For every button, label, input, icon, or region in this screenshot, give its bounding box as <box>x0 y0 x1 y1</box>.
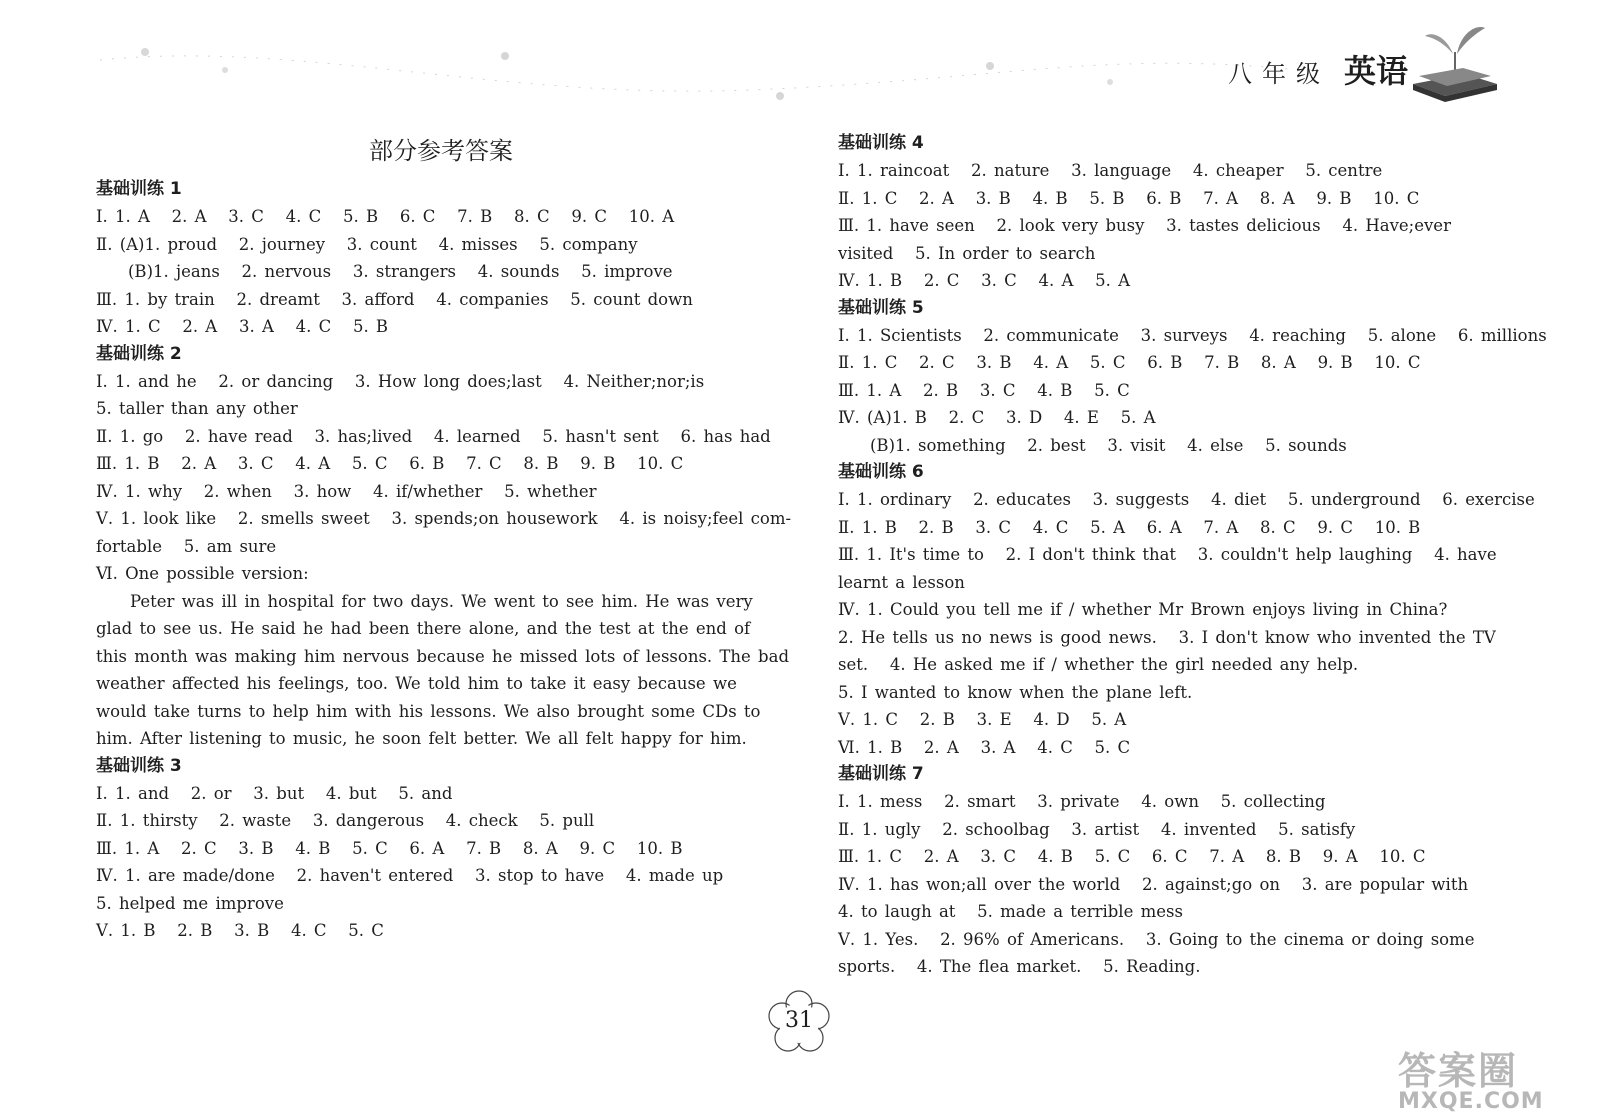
answer-line: Ⅲ. 1. by train 2. dreamt 3. afford 4. companies 5. count down <box>96 289 693 309</box>
essay-line: would take turns to help him with his lessons. We also brought some CDs to <box>96 701 761 721</box>
answer-line: Ⅲ. 1. have seen 2. look very busy 3. tastes delicious 4. Have;ever <box>838 216 1451 235</box>
answer-line: (B)1. something 2. best 3. visit 4. else 5. sounds <box>870 435 1347 455</box>
answer-line: 4. to laugh at 5. made a terrible mess <box>838 902 1183 921</box>
answer-line: Ⅱ. 1. go 2. have read 3. has;lived 4. learned 5. hasn't sent 6. has had <box>96 426 771 446</box>
answer-line: Ⅰ. 1. and he 2. or dancing 3. How long does;last 4. Neither;nor;is <box>96 371 705 391</box>
answer-line: Ⅴ. 1. look like 2. smells sweet 3. spends;on housework 4. is noisy;feel com- <box>96 509 792 528</box>
header-brand <box>1228 46 1408 92</box>
right-column <box>838 130 1547 981</box>
section-title: 基础训练 4 <box>838 133 924 153</box>
answer-line: Ⅱ. (A)1. proud 2. journey 3. count 4. misses 5. company <box>96 234 638 254</box>
section-title: 基础训练 2 <box>96 343 182 364</box>
section-title: 基础训练 7 <box>838 764 924 784</box>
page-title: 部分参考答案 <box>369 137 513 165</box>
answer-line: visited 5. In order to search <box>838 243 1096 263</box>
answer-line: Ⅳ. (A)1. B 2. C 3. D 4. E 5. A <box>838 408 1156 427</box>
essay-line: this month was making him nervous because he missed lots of lessons. The bad <box>96 646 790 666</box>
answer-line: set. 4. He asked me if / whether the girl needed any help. <box>838 655 1359 674</box>
answer-line: Ⅱ. 1. thirsty 2. waste 3. dangerous 4. check 5. pull <box>96 811 595 830</box>
answer-line: Ⅴ. 1. Yes. 2. 96% of Americans. 3. Going to the cinema or doing some <box>838 929 1475 949</box>
essay-line: him. After listening to music, he soon felt better. We all felt happy for him. <box>96 729 747 748</box>
answer-line: learnt a lesson <box>838 572 965 592</box>
answer-line: Ⅳ. 1. why 2. when 3. how 4. if/whether 5. whether <box>96 481 597 501</box>
essay-line: Peter was ill in hospital for two days. We went to see him. He was very <box>130 591 753 611</box>
essay-line: glad to see us. He said he had been there alone, and the test at the end of <box>96 619 751 638</box>
watermark-url: MXQE.COM <box>1398 1089 1544 1114</box>
page-number-badge <box>764 988 834 1058</box>
answer-line: Ⅲ. 1. C 2. A 3. C 4. B 5. C 6. C 7. A 8. B 9. A 10. C <box>838 847 1426 866</box>
answer-line: 5. I wanted to know when the plane left. <box>838 682 1193 702</box>
left-column <box>96 130 792 945</box>
answer-line: Ⅰ. 1. raincoat 2. nature 3. language 4. cheaper 5. centre <box>838 161 1383 180</box>
subject-label: 英语 <box>1344 52 1409 90</box>
section-title: 基础训练 3 <box>96 755 182 776</box>
answer-line: Ⅰ. 1. Scientists 2. communicate 3. surveys 4. reaching 5. alone 6. millions <box>838 325 1547 345</box>
answer-line: Ⅰ. 1. and 2. or 3. but 4. but 5. and <box>96 783 453 803</box>
answer-line: 5. taller than any other <box>96 399 298 418</box>
answer-line: Ⅳ. 1. B 2. C 3. C 4. A 5. A <box>838 271 1131 290</box>
answer-line: Ⅱ. 1. ugly 2. schoolbag 3. artist 4. invented 5. satisfy <box>838 819 1356 839</box>
answer-line: Ⅰ. 1. mess 2. smart 3. private 4. own 5. collecting <box>838 792 1326 811</box>
answer-line: Ⅰ. 1. ordinary 2. educates 3. suggests 4. diet 5. underground 6. exercise <box>838 490 1535 509</box>
watermark-title: 答案圈 <box>1398 1049 1519 1093</box>
grade-label: 八年级 <box>1228 60 1330 88</box>
books-plant-icon <box>1405 14 1505 114</box>
answer-line: Ⅵ. One possible version: <box>96 564 309 583</box>
answer-line: Ⅵ. 1. B 2. A 3. A 4. C 5. C <box>838 737 1131 757</box>
answer-line: Ⅱ. 1. B 2. B 3. C 4. C 5. A 6. A 7. A 8. C 9. C 10. B <box>838 517 1421 537</box>
answer-line: Ⅴ. 1. C 2. B 3. E 4. D 5. A <box>838 710 1127 729</box>
answer-line: Ⅲ. 1. A 2. B 3. C 4. B 5. C <box>838 380 1130 400</box>
watermark <box>1398 1040 1544 1114</box>
essay-line: weather affected his feelings, too. We told him to take it easy because we <box>96 674 737 693</box>
answer-line: Ⅰ. 1. A 2. A 3. C 4. C 5. B 6. C 7. B 8. C 9. C 10. A <box>96 207 675 226</box>
page-number: 31 <box>785 1008 813 1033</box>
answer-line: Ⅱ. 1. C 2. A 3. B 4. B 5. B 6. B 7. A 8. A 9. B 10. C <box>838 188 1420 208</box>
section-title: 基础训练 5 <box>838 297 924 318</box>
answer-line: 5. helped me improve <box>96 893 284 913</box>
answer-line: (B)1. jeans 2. nervous 3. strangers 4. sounds 5. improve <box>128 262 673 281</box>
answer-line: Ⅲ. 1. A 2. C 3. B 4. B 5. C 6. A 7. B 8. A 9. C 10. B <box>96 838 683 858</box>
header-decoration <box>100 30 1300 120</box>
answer-line: Ⅲ. 1. B 2. A 3. C 4. A 5. C 6. B 7. C 8. B 9. B 10. C <box>96 454 684 473</box>
answer-line: sports. 4. The flea market. 5. Reading. <box>838 957 1201 976</box>
answer-line: Ⅳ. 1. C 2. A 3. A 4. C 5. B <box>96 317 389 336</box>
answer-line: Ⅴ. 1. B 2. B 3. B 4. C 5. C <box>96 921 384 940</box>
section-title: 基础训练 6 <box>838 462 924 482</box>
answer-line: 2. He tells us no news is good news. 3. I don't know who invented the TV <box>838 627 1496 647</box>
answer-line: Ⅱ. 1. C 2. C 3. B 4. A 5. C 6. B 7. B 8. A 9. B 10. C <box>838 353 1421 372</box>
answer-line: fortable 5. am sure <box>96 536 277 556</box>
section-title: 基础训练 1 <box>96 179 182 199</box>
answer-line: Ⅲ. 1. It's time to 2. I don't think that 3. couldn't help laughing 4. have <box>838 545 1497 564</box>
answer-line: Ⅳ. 1. are made/done 2. haven't entered 3. stop to have 4. made up <box>96 866 724 885</box>
answer-line: Ⅳ. 1. Could you tell me if / whether Mr Brown enjoys living in China? <box>838 600 1448 619</box>
answer-line: Ⅳ. 1. has won;all over the world 2. against;go on 3. are popular with <box>838 874 1469 894</box>
